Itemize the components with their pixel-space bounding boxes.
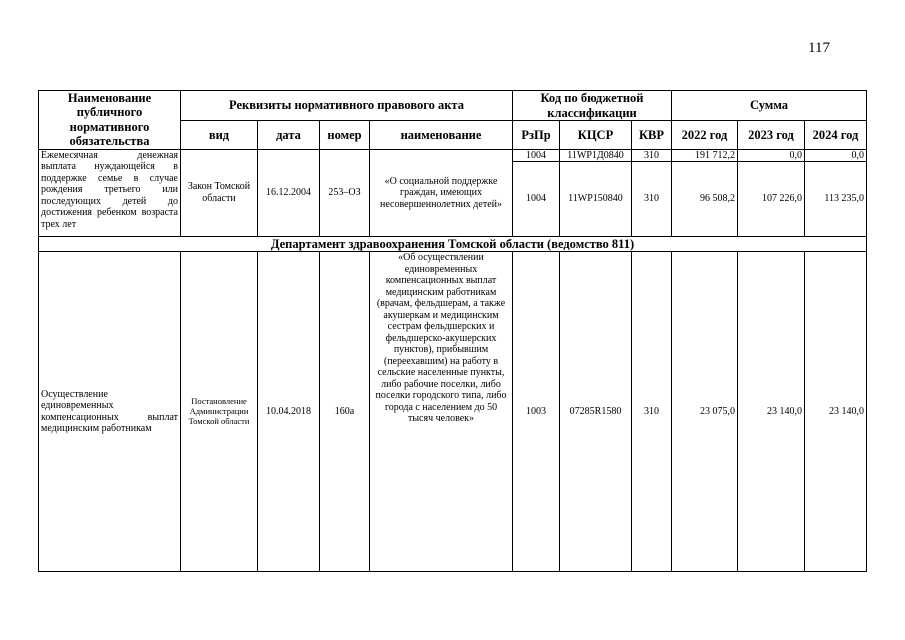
act-date: 16.12.2004 <box>258 149 320 237</box>
kcsr-cell: 11WP150840 <box>560 162 632 237</box>
header-date: дата <box>258 121 320 149</box>
sum-2022-cell: 96 508,2 <box>672 162 738 237</box>
act-vid: Постановление Администрации Томской области <box>181 252 258 572</box>
table-row <box>39 252 867 572</box>
act-date: 10.04.2018 <box>258 252 320 572</box>
sum-2023-cell: 107 226,0 <box>738 162 805 237</box>
rzpr-cell: 1004 <box>513 149 560 162</box>
sum-2023-cell: 23 140,0 <box>738 252 805 572</box>
header-act-name: наименование <box>370 121 513 149</box>
sum-2024-cell: 0,0 <box>805 149 867 162</box>
header-2022: 2022 год <box>672 121 738 149</box>
table-row <box>39 149 867 162</box>
header-code: Код по бюджетной классификации <box>513 91 672 121</box>
obligation-name: Осуществление единовременных компенсационных выплат медицинским работникам <box>39 252 181 572</box>
rzpr-cell: 1004 <box>513 162 560 237</box>
sum-2024-cell: 113 235,0 <box>805 162 867 237</box>
header-vid: вид <box>181 121 258 149</box>
sum-2022-cell: 191 712,2 <box>672 149 738 162</box>
header-kcsr: КЦСР <box>560 121 632 149</box>
kcsr-cell: 07285R1580 <box>560 252 632 572</box>
header-name: Наименование публичного нормативного обязательства <box>39 91 181 150</box>
header-rzpr: РзПр <box>513 121 560 149</box>
department-row <box>39 237 867 252</box>
act-vid: Закон Томской области <box>181 149 258 237</box>
sum-2024-cell: 23 140,0 <box>805 252 867 572</box>
budget-table <box>38 90 867 572</box>
kcsr-cell: 11WP1Д0840 <box>560 149 632 162</box>
sum-2022-cell: 23 075,0 <box>672 252 738 572</box>
obligation-name: Ежемесячная денежная выплата нуждающейся в поддержке семье в случае рождения третьего или последующих детей до достижения ребенком возраста трех лет <box>39 149 181 237</box>
header-2023: 2023 год <box>738 121 805 149</box>
header-2024: 2024 год <box>805 121 867 149</box>
kvr-cell: 310 <box>632 162 672 237</box>
header-row-1 <box>39 91 867 121</box>
sum-2023-cell: 0,0 <box>738 149 805 162</box>
header-sum: Сумма <box>672 91 867 121</box>
header-number: номер <box>320 121 370 149</box>
rzpr-cell: 1003 <box>513 252 560 572</box>
header-kvr: КВР <box>632 121 672 149</box>
kvr-cell: 310 <box>632 149 672 162</box>
act-number: 253–ОЗ <box>320 149 370 237</box>
kvr-cell: 310 <box>632 252 672 572</box>
department-title: Департамент здравоохранения Томской области (ведомство 811) <box>39 237 867 252</box>
header-requisites: Реквизиты нормативного правового акта <box>181 91 513 121</box>
act-number: 160а <box>320 252 370 572</box>
page-number: 117 <box>808 40 830 56</box>
act-title: «О социальной поддержке граждан, имеющих несовершеннолетних детей» <box>370 149 513 237</box>
act-title: «Об осуществлении единовременных компенсационных выплат медицинским работникам (врачам, фельдшерам, а также акушеркам и медицинским сестрам фельдшерских и фельдшерско-акушерских пунктов), прибывшим (переехавшим) на работу в сельские населенные пункты, либо рабочие поселки, либо поселки городского типа, либо города с населением до 50 тысяч человек» <box>370 252 513 572</box>
